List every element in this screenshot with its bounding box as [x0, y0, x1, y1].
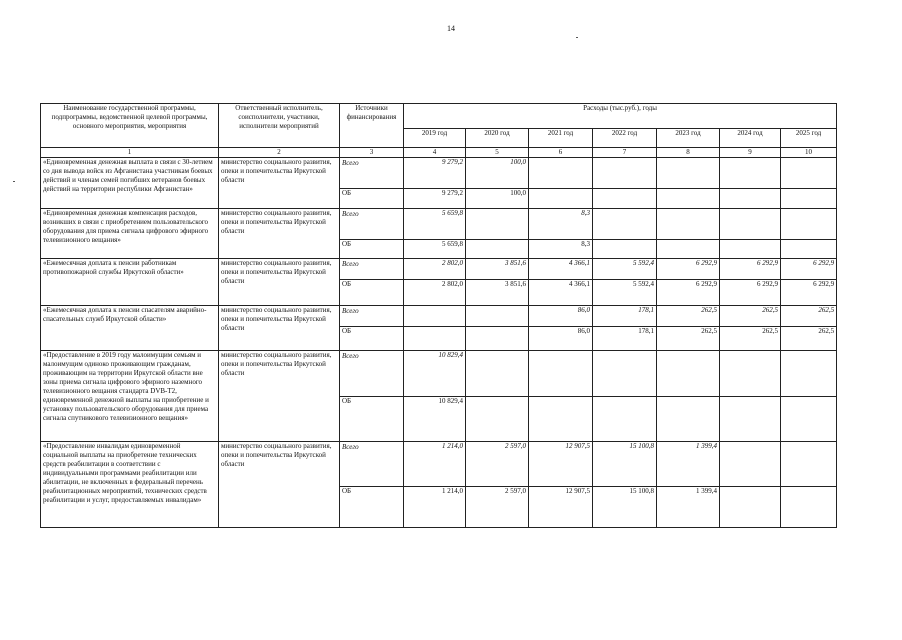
- ob-value: [466, 327, 529, 351]
- total-value: 100,0: [466, 158, 529, 189]
- ob-value: 6 292,9: [720, 280, 781, 306]
- column-index: 7: [593, 148, 657, 158]
- total-value: [466, 351, 529, 397]
- year-header: 2021 год: [529, 129, 593, 148]
- total-value: [657, 158, 720, 189]
- table-row: [41, 442, 837, 487]
- column-index: 5: [466, 148, 529, 158]
- total-value: [781, 351, 837, 397]
- table-row: [41, 351, 837, 397]
- total-value: [720, 158, 781, 189]
- ob-value: [720, 487, 781, 528]
- ob-value: [657, 240, 720, 259]
- source-ob-label: ОБ: [340, 280, 404, 306]
- source-ob-label: ОБ: [340, 189, 404, 209]
- ob-value: 3 851,6: [466, 280, 529, 306]
- column-index: 4: [404, 148, 466, 158]
- scan-speck: [576, 37, 578, 38]
- ob-value: 262,5: [657, 327, 720, 351]
- ob-value: 1 214,0: [404, 487, 466, 528]
- total-value: 1 214,0: [404, 442, 466, 487]
- ob-value: [781, 240, 837, 259]
- year-header: 2025 год: [781, 129, 837, 148]
- ob-value: 100,0: [466, 189, 529, 209]
- source-total-label: Всего: [340, 442, 404, 487]
- ob-value: 15 100,8: [593, 487, 657, 528]
- source-total-label: Всего: [340, 209, 404, 240]
- program-name: «Единовременная денежная компенсация расходов, возникших в связи с приобретением пользовательского оборудования для приема сигнала цифрового эфирного телевизионного вещания»: [41, 209, 219, 259]
- table-row: [41, 259, 837, 280]
- ob-value: [593, 397, 657, 442]
- ob-value: 4 366,1: [529, 280, 593, 306]
- responsible-executor: министерство социального развития, опеки и попечительства Иркутской области: [219, 209, 340, 259]
- ob-value: 5 659,8: [404, 240, 466, 259]
- total-value: 6 292,9: [781, 259, 837, 280]
- total-value: [781, 209, 837, 240]
- budget-table: [40, 103, 837, 528]
- ob-value: [720, 189, 781, 209]
- header-name: Наименование государственной программы, подпрограммы, ведомственной целевой программы, основного мероприятия, мероприятия: [41, 104, 219, 148]
- ob-value: [593, 240, 657, 259]
- ob-value: 10 829,4: [404, 397, 466, 442]
- total-value: 2 597,0: [466, 442, 529, 487]
- program-name: «Ежемесячная доплата к пенсии спасателям аварийно-спасательных служб Иркутской области»: [41, 306, 219, 351]
- total-value: 5 592,4: [593, 259, 657, 280]
- total-value: [529, 351, 593, 397]
- ob-value: [657, 189, 720, 209]
- responsible-executor: министерство социального развития, опеки и попечительства Иркутской области: [219, 259, 340, 306]
- ob-value: 6 292,9: [781, 280, 837, 306]
- responsible-executor: министерство социального развития, опеки и попечительства Иркутской области: [219, 442, 340, 528]
- program-name: «Ежемесячная доплата к пенсии работникам противопожарной службы Иркутской области»: [41, 259, 219, 306]
- header-source: Источники финансирования: [340, 104, 404, 148]
- ob-value: 9 279,2: [404, 189, 466, 209]
- total-value: [529, 158, 593, 189]
- ob-value: [657, 397, 720, 442]
- year-header: 2024 год: [720, 129, 781, 148]
- ob-value: [529, 397, 593, 442]
- year-header: 2022 год: [593, 129, 657, 148]
- total-value: [466, 306, 529, 327]
- column-index: 2: [219, 148, 340, 158]
- total-value: 6 292,9: [657, 259, 720, 280]
- source-ob-label: ОБ: [340, 327, 404, 351]
- ob-value: 262,5: [720, 327, 781, 351]
- total-value: [593, 158, 657, 189]
- total-value: 2 802,0: [404, 259, 466, 280]
- ob-value: [781, 397, 837, 442]
- year-header: 2023 год: [657, 129, 720, 148]
- total-value: 86,0: [529, 306, 593, 327]
- column-index: 9: [720, 148, 781, 158]
- total-value: 262,5: [781, 306, 837, 327]
- ob-value: [781, 189, 837, 209]
- total-value: [657, 351, 720, 397]
- ob-value: 2 597,0: [466, 487, 529, 528]
- total-value: [781, 442, 837, 487]
- ob-value: [529, 189, 593, 209]
- total-value: 10 829,4: [404, 351, 466, 397]
- total-value: [593, 351, 657, 397]
- column-index: 3: [340, 148, 404, 158]
- total-value: 262,5: [657, 306, 720, 327]
- total-value: 178,1: [593, 306, 657, 327]
- column-index: 6: [529, 148, 593, 158]
- source-ob-label: ОБ: [340, 397, 404, 442]
- year-header: 2020 год: [466, 129, 529, 148]
- ob-value: [720, 240, 781, 259]
- ob-value: 1 399,4: [657, 487, 720, 528]
- ob-value: [404, 327, 466, 351]
- total-value: 9 279,2: [404, 158, 466, 189]
- total-value: [404, 306, 466, 327]
- table-row: [41, 306, 837, 327]
- source-ob-label: ОБ: [340, 487, 404, 528]
- table-row: [41, 158, 837, 189]
- responsible-executor: министерство социального развития, опеки и попечительства Иркутской области: [219, 306, 340, 351]
- program-name: «Предоставление инвалидам единовременной социальной выплаты на приобретение технических средств реабилитации в соответствии с индивидуальными программами реабилитации или абилитации, не включенных в федеральный перечень реабилитационных мероприятий, технических средств реабилитации и услуг, предоставляемых инвалидам»: [41, 442, 219, 528]
- source-total-label: Всего: [340, 351, 404, 397]
- ob-value: [593, 189, 657, 209]
- header-responsible: Ответственный исполнитель, соисполнители, участники, исполнители мероприятий: [219, 104, 340, 148]
- table-row: [41, 209, 837, 240]
- ob-value: 12 907,5: [529, 487, 593, 528]
- ob-value: [720, 397, 781, 442]
- ob-value: 262,5: [781, 327, 837, 351]
- total-value: 3 851,6: [466, 259, 529, 280]
- total-value: 262,5: [720, 306, 781, 327]
- header-expenses: Расходы (тыс.руб.), годы: [404, 104, 837, 129]
- total-value: [720, 442, 781, 487]
- column-index: 1: [41, 148, 219, 158]
- ob-value: 6 292,9: [657, 280, 720, 306]
- program-name: «Единовременная денежная выплата в связи с 30-летием со дня вывода войск из Афганистана участникам боевых действий и членам семей погибших ветеранов боевых действий на территории республики Афганистан»: [41, 158, 219, 209]
- ob-value: [466, 397, 529, 442]
- ob-value: 5 592,4: [593, 280, 657, 306]
- ob-value: 8,3: [529, 240, 593, 259]
- total-value: 4 366,1: [529, 259, 593, 280]
- ob-value: 2 802,0: [404, 280, 466, 306]
- source-ob-label: ОБ: [340, 240, 404, 259]
- total-value: [593, 209, 657, 240]
- total-value: 6 292,9: [720, 259, 781, 280]
- scan-speck: [13, 181, 15, 182]
- total-value: [781, 158, 837, 189]
- source-total-label: Всего: [340, 259, 404, 280]
- total-value: [720, 209, 781, 240]
- total-value: [657, 209, 720, 240]
- ob-value: 86,0: [529, 327, 593, 351]
- year-header: 2019 год: [404, 129, 466, 148]
- total-value: [720, 351, 781, 397]
- total-value: 15 100,8: [593, 442, 657, 487]
- total-value: 1 399,4: [657, 442, 720, 487]
- total-value: 5 659,8: [404, 209, 466, 240]
- column-index: 8: [657, 148, 720, 158]
- ob-value: 178,1: [593, 327, 657, 351]
- total-value: 8,3: [529, 209, 593, 240]
- source-total-label: Всего: [340, 306, 404, 327]
- source-total-label: Всего: [340, 158, 404, 189]
- total-value: 12 907,5: [529, 442, 593, 487]
- page-number: 14: [447, 24, 455, 33]
- total-value: [466, 209, 529, 240]
- column-index: 10: [781, 148, 837, 158]
- ob-value: [781, 487, 837, 528]
- program-name: «Предоставление в 2019 году малоимущим семьям и малоимущим одиноко проживающим гражданам, проживающим на территории Иркутской области вне зоны приема сигнала цифрового эфирного наземного телевизионного вещания стандарта DVB-T2, единовременной денежной выплаты на приобретение и установку пользовательского оборудования для приема сигнала спутникового телевизионного вещания»: [41, 351, 219, 442]
- ob-value: [466, 240, 529, 259]
- responsible-executor: министерство социального развития, опеки и попечительства Иркутской области: [219, 158, 340, 209]
- responsible-executor: министерство социального развития, опеки и попечительства Иркутской области: [219, 351, 340, 442]
